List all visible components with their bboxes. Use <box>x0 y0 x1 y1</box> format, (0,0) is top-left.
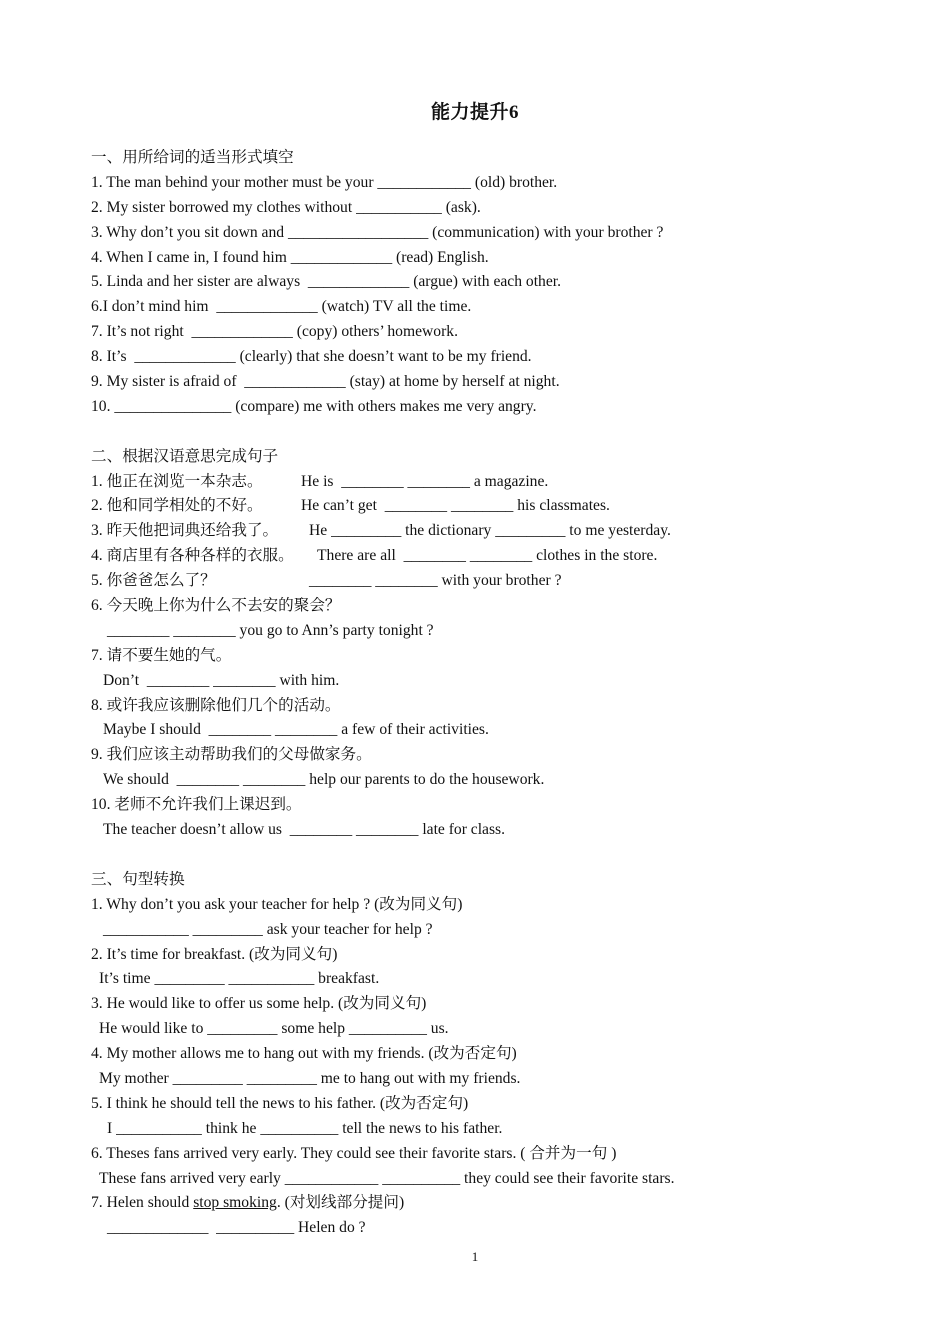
page-number: 1 <box>471 1249 479 1264</box>
s3-item-3-answer: He would like to _________ some help __________ us. <box>99 1020 449 1038</box>
s1-item-2: 2. My sister borrowed my clothes without ___________ (ask). <box>91 198 481 216</box>
s2-item-3-cn: 3. 昨天他把词典还给我了。 <box>91 522 279 540</box>
page-title: 能力提升6 <box>430 102 519 123</box>
s2-item-7-en: Don’t ________ ________ with him. <box>103 671 340 689</box>
s2-item-9-en: We should ________ ________ help our parents to do the housework. <box>103 771 545 789</box>
s2-item-4 <box>91 544 911 569</box>
s3-item-1: 1. Why don’t you ask your teacher for help ? (改为同义句) <box>91 895 463 913</box>
s3-item-4-answer: My mother _________ _________ me to hang out with my friends. <box>99 1069 521 1087</box>
s2-item-10-en: The teacher doesn’t allow us ________ ________ late for class. <box>103 821 506 839</box>
s1-item-7: 7. It’s not right _____________ (copy) others’ homework. <box>91 323 458 341</box>
s2-item-2-en: He can’t get ________ ________ his classmates. <box>301 497 610 515</box>
s2-item-10-cn: 10. 老师不允许我们上课迟到。 <box>91 796 302 814</box>
s3-item-4: 4. My mother allows me to hang out with my friends. (改为否定句) <box>91 1045 517 1063</box>
spacer <box>91 843 911 868</box>
s3-item-7-pre: 7. Helen should <box>91 1194 194 1212</box>
section2-heading: 二、根据汉语意思完成句子 <box>91 447 279 465</box>
s3-item-7-post: . (对划线部分提问) <box>276 1194 405 1212</box>
s2-item-1-en: He is ________ ________ a magazine. <box>301 472 549 490</box>
s2-item-8-cn: 8. 或许我应该删除他们几个的活动。 <box>91 696 341 714</box>
s1-item-3: 3. Why don’t you sit down and __________________ (communication) with your brother ? <box>91 223 664 241</box>
s2-item-8-en: Maybe I should ________ ________ a few of their activities. <box>103 721 489 739</box>
worksheet-content <box>91 146 911 1241</box>
s3-item-7 <box>91 1191 911 1216</box>
s2-item-3-en: He _________ the dictionary _________ to me yesterday. <box>309 522 671 540</box>
spacer <box>91 420 911 445</box>
section1-heading: 一、用所给词的适当形式填空 <box>91 149 294 166</box>
s3-item-6: 6. Theses fans arrived very early. They could see their favorite stars. ( 合并为一句 ) <box>91 1144 617 1162</box>
s3-item-7-answer: _____________ __________ Helen do ? <box>107 1219 366 1237</box>
s3-item-5: 5. I think he should tell the news to his father. (改为否定句) <box>91 1094 469 1112</box>
s2-item-2-cn: 2. 他和同学相处的不好。 <box>91 497 263 515</box>
s2-item-3 <box>91 519 911 544</box>
s2-item-6-en: ________ ________ you go to Ann’s party tonight ? <box>107 621 434 639</box>
s3-item-5-answer: I ___________ think he __________ tell the news to his father. <box>107 1119 503 1137</box>
s1-item-10: 10. _______________ (compare) me with others makes me very angry. <box>91 397 537 415</box>
s1-item-8: 8. It’s _____________ (clearly) that she doesn’t want to be my friend. <box>91 348 532 366</box>
s2-item-5-cn: 5. 你爸爸怎么了？ <box>91 572 216 590</box>
s1-item-6: 6.I don’t mind him _____________ (watch) TV all the time. <box>91 298 472 316</box>
s3-item-2-answer: It’s time _________ ___________ breakfast. <box>99 970 380 988</box>
s2-item-2 <box>91 494 911 519</box>
s3-item-3: 3. He would like to offer us some help. (改为同义句) <box>91 995 427 1013</box>
s1-item-5: 5. Linda and her sister are always _____________ (argue) with each other. <box>91 273 561 291</box>
s1-item-4: 4. When I came in, I found him _____________ (read) English. <box>91 248 489 266</box>
s2-item-1 <box>91 470 911 495</box>
s2-item-6-cn: 6. 今天晚上你为什么不去安的聚会？ <box>91 597 341 615</box>
s1-item-9: 9. My sister is afraid of _____________ (stay) at home by herself at night. <box>91 373 560 391</box>
s2-item-5-en: ________ ________ with your brother ? <box>309 572 562 590</box>
s3-item-7-underlined: stop smoking <box>193 1194 277 1212</box>
s3-item-6-answer: These fans arrived very early ____________ __________ they could see their favorite stars. <box>99 1169 675 1187</box>
s1-item-1: 1. The man behind your mother must be your ____________ (old) brother. <box>91 173 558 191</box>
s2-item-4-en: There are all ________ ________ clothes in the store. <box>317 547 658 565</box>
s3-item-2: 2. It’s time for breakfast. (改为同义句) <box>91 945 338 963</box>
section3-heading: 三、句型转换 <box>91 870 185 888</box>
s3-item-1-answer: ___________ _________ ask your teacher for help ? <box>103 920 433 938</box>
s2-item-1-cn: 1. 他正在浏览一本杂志。 <box>91 472 263 490</box>
s2-item-9-cn: 9. 我们应该主动帮助我们的父母做家务。 <box>91 746 372 764</box>
s2-item-4-cn: 4. 商店里有各种各样的衣服。 <box>91 547 294 565</box>
s2-item-5 <box>91 569 911 594</box>
s2-item-7-cn: 7. 请不要生她的气。 <box>91 646 232 664</box>
